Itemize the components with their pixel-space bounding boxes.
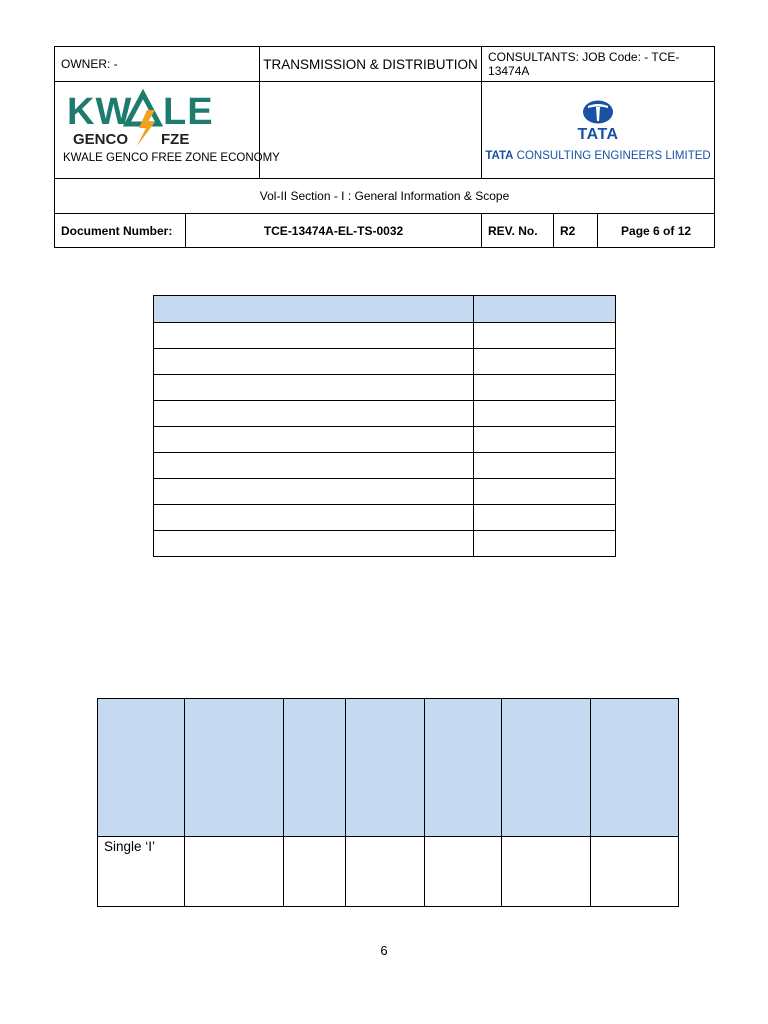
header-cell (154, 296, 474, 323)
info-table (153, 295, 616, 557)
table-cell (474, 375, 616, 401)
table-cell (154, 427, 474, 453)
blank-logo-cell (260, 82, 482, 179)
table-cell (591, 837, 679, 907)
svg-text:GENCO: GENCO (73, 131, 129, 148)
table-cell (185, 837, 284, 907)
table-cell (154, 401, 474, 427)
table-cell (474, 323, 616, 349)
table-cell (284, 837, 346, 907)
document-number-label: Document Number: (55, 214, 186, 248)
table-cell (474, 479, 616, 505)
table-cell (154, 531, 474, 557)
table-row (154, 505, 616, 531)
table-cell (474, 531, 616, 557)
table-cell (154, 323, 474, 349)
table-cell (502, 837, 591, 907)
table-cell (154, 479, 474, 505)
table-cell (154, 453, 474, 479)
header-cell (284, 699, 346, 837)
table-cell (474, 505, 616, 531)
svg-text:FZE: FZE (161, 131, 190, 148)
section-title: Vol-II Section - I : General Information & Scope (55, 179, 715, 214)
page-of-total: Page 6 of 12 (598, 214, 715, 248)
table-row (154, 349, 616, 375)
table-row (154, 531, 616, 557)
table-row (154, 479, 616, 505)
header-cell (185, 699, 284, 837)
table-row (154, 375, 616, 401)
owner-company-name: KWALE GENCO FREE ZONE ECONOMY (63, 152, 280, 164)
header-cell (346, 699, 425, 837)
table-cell (154, 349, 474, 375)
table-row (154, 427, 616, 453)
department-title: TRANSMISSION & DISTRIBUTION (260, 47, 482, 82)
page-number: 6 (380, 943, 388, 958)
consultants-job-code: CONSULTANTS: JOB Code: - TCE-13474A (482, 47, 715, 82)
revision-label: REV. No. (482, 214, 554, 248)
revision-value: R2 (554, 214, 598, 248)
header-cell (591, 699, 679, 837)
consultant-logo-cell (482, 82, 715, 179)
table-cell (425, 837, 502, 907)
row-label: Single ‘I’ (104, 839, 156, 854)
table-header-row (154, 296, 616, 323)
table-cell (474, 349, 616, 375)
owner-label: OWNER: - (55, 47, 260, 82)
table-header-row (98, 699, 679, 837)
row-label-cell (98, 837, 185, 907)
document-header-table (54, 46, 715, 248)
table-row (154, 401, 616, 427)
tce-company-name: TATA CONSULTING ENGINEERS LIMITED (485, 149, 711, 162)
svg-text:KWLE: KW LE (67, 91, 214, 133)
tata-symbol-icon (581, 99, 615, 125)
table-cell (154, 505, 474, 531)
table-row (154, 453, 616, 479)
table-row (98, 837, 679, 907)
header-cell (98, 699, 185, 837)
tata-brand-text: TATA (577, 125, 619, 143)
header-cell (474, 296, 616, 323)
table-cell (154, 375, 474, 401)
header-cell (502, 699, 591, 837)
table-cell (474, 453, 616, 479)
specification-table (97, 698, 679, 907)
table-cell (474, 427, 616, 453)
kwale-genco-logo (63, 88, 223, 148)
table-cell (474, 401, 616, 427)
header-cell (425, 699, 502, 837)
owner-logo-cell (55, 82, 280, 179)
table-cell (346, 837, 425, 907)
table-row (154, 323, 616, 349)
document-number-value: TCE-13474A-EL-TS-0032 (186, 214, 482, 248)
